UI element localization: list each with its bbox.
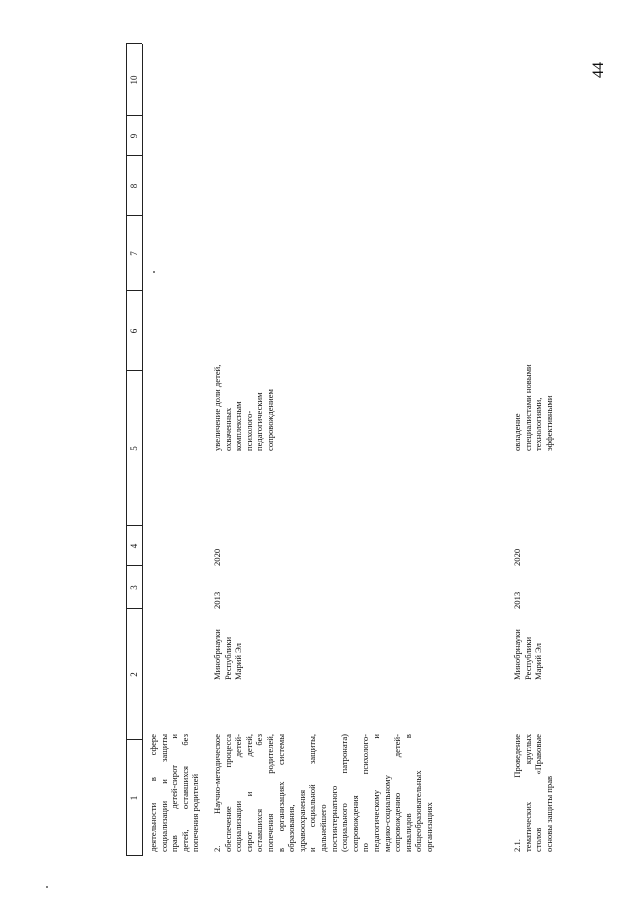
cell-line: общеобразовательных [413, 770, 424, 852]
cell-line: и социальной защиты, [307, 734, 318, 852]
cell-line: Минобрнауки [212, 629, 222, 680]
header-divider [126, 290, 142, 291]
cell-line: организациях [423, 802, 434, 852]
column-number: 9 [129, 133, 139, 139]
cell-line: увеличение доли детей, [212, 364, 222, 451]
column-number: 3 [129, 585, 139, 590]
column-number: 6 [129, 328, 139, 334]
cell-line: оставшихся без [254, 734, 265, 852]
cell-line: постинтернатного [328, 785, 339, 852]
cell-line: в организациях системы [275, 734, 286, 852]
cell-line: комплексным [233, 401, 244, 451]
cell-line: технологиями, [533, 397, 544, 451]
cell-line: сопровождения [349, 795, 360, 852]
header-divider [126, 370, 142, 371]
header-divider [126, 525, 142, 526]
header-divider [126, 215, 142, 216]
row-2-col2 [512, 600, 544, 680]
cell-line: прав детей-сирот и [169, 734, 180, 852]
cell-line: охваченных [222, 407, 233, 451]
cell-line: психолого- [243, 410, 254, 451]
cell-line: столов «Правовые [533, 734, 544, 852]
row-2-col4: 2020 [512, 548, 522, 566]
cell-line: Марий Эл [533, 643, 544, 680]
scan-speck [46, 886, 48, 888]
cell-line: сирот и детей, [243, 734, 254, 852]
row-2-col5 [512, 351, 554, 451]
page-number: 44 [590, 62, 607, 78]
cell-line: эффективными [543, 395, 554, 451]
header-divider [126, 739, 142, 740]
cell-line: инвалидов в [402, 734, 413, 852]
row-1-col3: 2013 [212, 591, 222, 609]
row-1-col4: 2020 [212, 548, 222, 566]
cell-line: медико-социальному [381, 775, 392, 852]
header-divider [126, 43, 142, 44]
row-0-col1 [148, 734, 201, 852]
column-number: 7 [129, 251, 139, 256]
row-1-col5 [212, 351, 276, 451]
header-bottom-border [142, 44, 143, 856]
cell-line: педагогическому и [370, 734, 381, 852]
header-divider [126, 608, 142, 609]
cell-line: социализации и защиты [158, 734, 169, 852]
column-number: 8 [129, 183, 139, 189]
cell-line: 2.1. Проведение [512, 734, 522, 852]
cell-line: тематических круглых [522, 734, 533, 852]
cell-line: попечения родителей, [264, 734, 275, 852]
rotated-table [100, 44, 560, 856]
header-divider [126, 155, 142, 156]
row-1-col1 [212, 734, 434, 852]
cell-line: специалистами новыми [522, 364, 533, 451]
cell-line: Республики [522, 636, 533, 680]
cell-line: детей, оставшихся без [179, 734, 190, 852]
cell-line: попечения родителей [190, 773, 201, 852]
cell-line: деятельности в сфере [148, 734, 158, 852]
header-divider [126, 855, 142, 856]
header-divider [126, 565, 142, 566]
cell-line: Минобрнауки [512, 629, 522, 680]
scan-speck [153, 271, 155, 273]
column-number: 2 [129, 672, 139, 677]
row-2-col1 [512, 734, 554, 852]
column-number: 1 [129, 795, 139, 801]
row-1-col2 [212, 600, 244, 680]
column-number: 10 [129, 75, 139, 85]
cell-line: сопровождению детей- [392, 734, 403, 852]
cell-line: Республики [222, 636, 233, 680]
column-number: 4 [129, 543, 139, 549]
column-number: 5 [129, 446, 139, 451]
cell-line: 2. Научно-методическое [212, 734, 222, 852]
header-divider [126, 115, 142, 116]
cell-line: основы защиты прав [543, 775, 554, 852]
cell-line: социализации детей- [233, 734, 244, 852]
cell-line: Марий Эл [233, 643, 244, 680]
cell-line: здравоохранения [296, 789, 307, 852]
cell-line: дальнейшего [317, 804, 328, 852]
cell-line: образования, [286, 804, 297, 852]
cell-line: педагогическим [254, 392, 265, 451]
cell-line: овладение [512, 413, 522, 451]
row-2-col3: 2013 [512, 591, 522, 609]
cell-line: сопровождением [264, 389, 275, 451]
cell-line: (социального патроната) [339, 734, 350, 852]
cell-line: по психолого- [360, 734, 371, 852]
header-top-border [126, 44, 127, 856]
cell-line: обеспечение процесса [222, 734, 233, 852]
